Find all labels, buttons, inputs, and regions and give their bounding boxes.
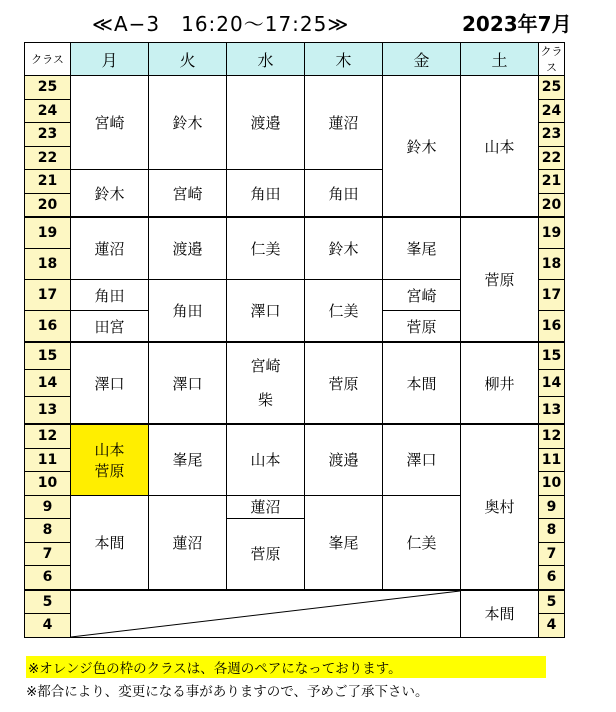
lesson-cell: 奥村 [461, 424, 539, 590]
lesson-cell: 澤口 [71, 342, 149, 424]
lesson-cell: 角田 [227, 170, 305, 218]
class-number: 17 [539, 280, 565, 311]
note-schedule-change: ※都合により、変更になる事がありますので、予めご了承下さい。 [26, 684, 429, 700]
class-number: 19 [539, 217, 565, 249]
class-number: 24 [539, 99, 565, 123]
lesson-cell: 峯尾 [305, 495, 383, 590]
lesson-cell: 鈴木 [149, 76, 227, 170]
lesson-cell: 渡邉 [227, 76, 305, 170]
class-number: 25 [25, 76, 71, 100]
class-number: 18 [25, 249, 71, 280]
lesson-cell: 峯尾 [383, 217, 461, 280]
lesson-cell: 田宮 [71, 311, 149, 343]
lesson-cell: 柴 [257, 391, 273, 409]
lesson-cell: 柳井 [461, 342, 539, 424]
class-number: 13 [539, 397, 565, 425]
schedule-title: ≪A−3 16:20〜17:25≫ [92, 12, 350, 36]
class-number: 5 [25, 590, 71, 614]
class-number: 22 [25, 146, 71, 170]
class-number: 19 [25, 217, 71, 249]
class-number: 12 [539, 424, 565, 448]
class-number: 6 [25, 566, 71, 590]
day-header-fri: 金 [383, 43, 461, 76]
lesson-cell: 宮崎 [383, 280, 461, 311]
class-number: 4 [539, 614, 565, 638]
class-number: 10 [539, 472, 565, 496]
lesson-cell: 仁美 [305, 280, 383, 343]
diagonal-line [71, 591, 460, 637]
lesson-cell-highlight [71, 424, 149, 495]
class-number: 16 [539, 311, 565, 343]
lesson-cell: 菅原 [383, 311, 461, 343]
lesson-cell: 菅原 [94, 461, 125, 480]
class-number: 23 [539, 123, 565, 147]
day-header-sat: 土 [461, 43, 539, 76]
lesson-cell: 宮崎 [71, 76, 149, 170]
lesson-cell: 本間 [383, 342, 461, 424]
lesson-cell: 山本 [227, 424, 305, 495]
lesson-cell: 蓮沼 [227, 495, 305, 519]
class-header-right: クラス [539, 43, 565, 76]
lesson-cell: 峯尾 [149, 424, 227, 495]
schedule-table [24, 42, 565, 638]
lesson-cell: 宮崎 [149, 170, 227, 218]
lesson-cell: 山本 [94, 440, 125, 459]
lesson-cell: 澤口 [383, 424, 461, 495]
class-number: 8 [25, 519, 71, 543]
lesson-cell: 山本 [461, 76, 539, 218]
lesson-cell: 渡邉 [149, 217, 227, 280]
schedule-month: 2023年7月 [462, 12, 572, 36]
day-header-thu: 木 [305, 43, 383, 76]
class-number: 11 [25, 448, 71, 472]
class-number: 9 [539, 495, 565, 519]
class-number: 24 [25, 99, 71, 123]
class-number: 15 [539, 342, 565, 370]
lesson-cell: 鈴木 [383, 76, 461, 218]
lesson-cell: 仁美 [383, 495, 461, 590]
header-row [25, 43, 565, 76]
class-number: 18 [539, 249, 565, 280]
lesson-cell: 本間 [71, 495, 149, 590]
class-number: 25 [539, 76, 565, 100]
class-number: 4 [25, 614, 71, 638]
empty-slot [71, 590, 461, 638]
class-number: 16 [25, 311, 71, 343]
class-number: 14 [539, 370, 565, 397]
class-number: 23 [25, 123, 71, 147]
lesson-cell: 鈴木 [305, 217, 383, 280]
class-number: 21 [25, 170, 71, 194]
class-header-left: クラス [25, 43, 71, 76]
lesson-cell: 角田 [149, 280, 227, 343]
note-pair-classes: ※オレンジ色の枠のクラスは、各週のペアになっております。 [26, 656, 546, 678]
class-number: 20 [539, 193, 565, 217]
class-number: 12 [25, 424, 71, 448]
class-number: 6 [539, 566, 565, 590]
class-number: 9 [25, 495, 71, 519]
class-number: 11 [539, 448, 565, 472]
class-number: 7 [25, 542, 71, 566]
lesson-cell: 宮崎 [250, 357, 281, 375]
class-number: 13 [25, 397, 71, 425]
lesson-cell: 角田 [71, 280, 149, 311]
class-number: 7 [539, 542, 565, 566]
lesson-cell: 蓮沼 [305, 76, 383, 170]
lesson-cell: 菅原 [305, 342, 383, 424]
day-header-mon: 月 [71, 43, 149, 76]
class-number: 5 [539, 590, 565, 614]
lesson-cell: 蓮沼 [71, 217, 149, 280]
class-number: 14 [25, 370, 71, 397]
lesson-cell: 澤口 [149, 342, 227, 424]
lesson-cell: 鈴木 [71, 170, 149, 218]
class-number: 21 [539, 170, 565, 194]
lesson-cell: 澤口 [227, 280, 305, 343]
lesson-cell: 本間 [461, 590, 539, 638]
class-number: 8 [539, 519, 565, 543]
day-header-tue: 火 [149, 43, 227, 76]
class-number: 15 [25, 342, 71, 370]
lesson-cell: 蓮沼 [149, 495, 227, 590]
lesson-cell: 菅原 [461, 217, 539, 342]
class-number: 17 [25, 280, 71, 311]
class-number: 22 [539, 146, 565, 170]
lesson-cell: 菅原 [227, 519, 305, 590]
lesson-cell: 角田 [305, 170, 383, 218]
class-number: 10 [25, 472, 71, 496]
day-header-wed: 水 [227, 43, 305, 76]
class-number: 20 [25, 193, 71, 217]
lesson-cell: 仁美 [227, 217, 305, 280]
lesson-cell: 渡邉 [305, 424, 383, 495]
lesson-cell-split [227, 342, 305, 424]
